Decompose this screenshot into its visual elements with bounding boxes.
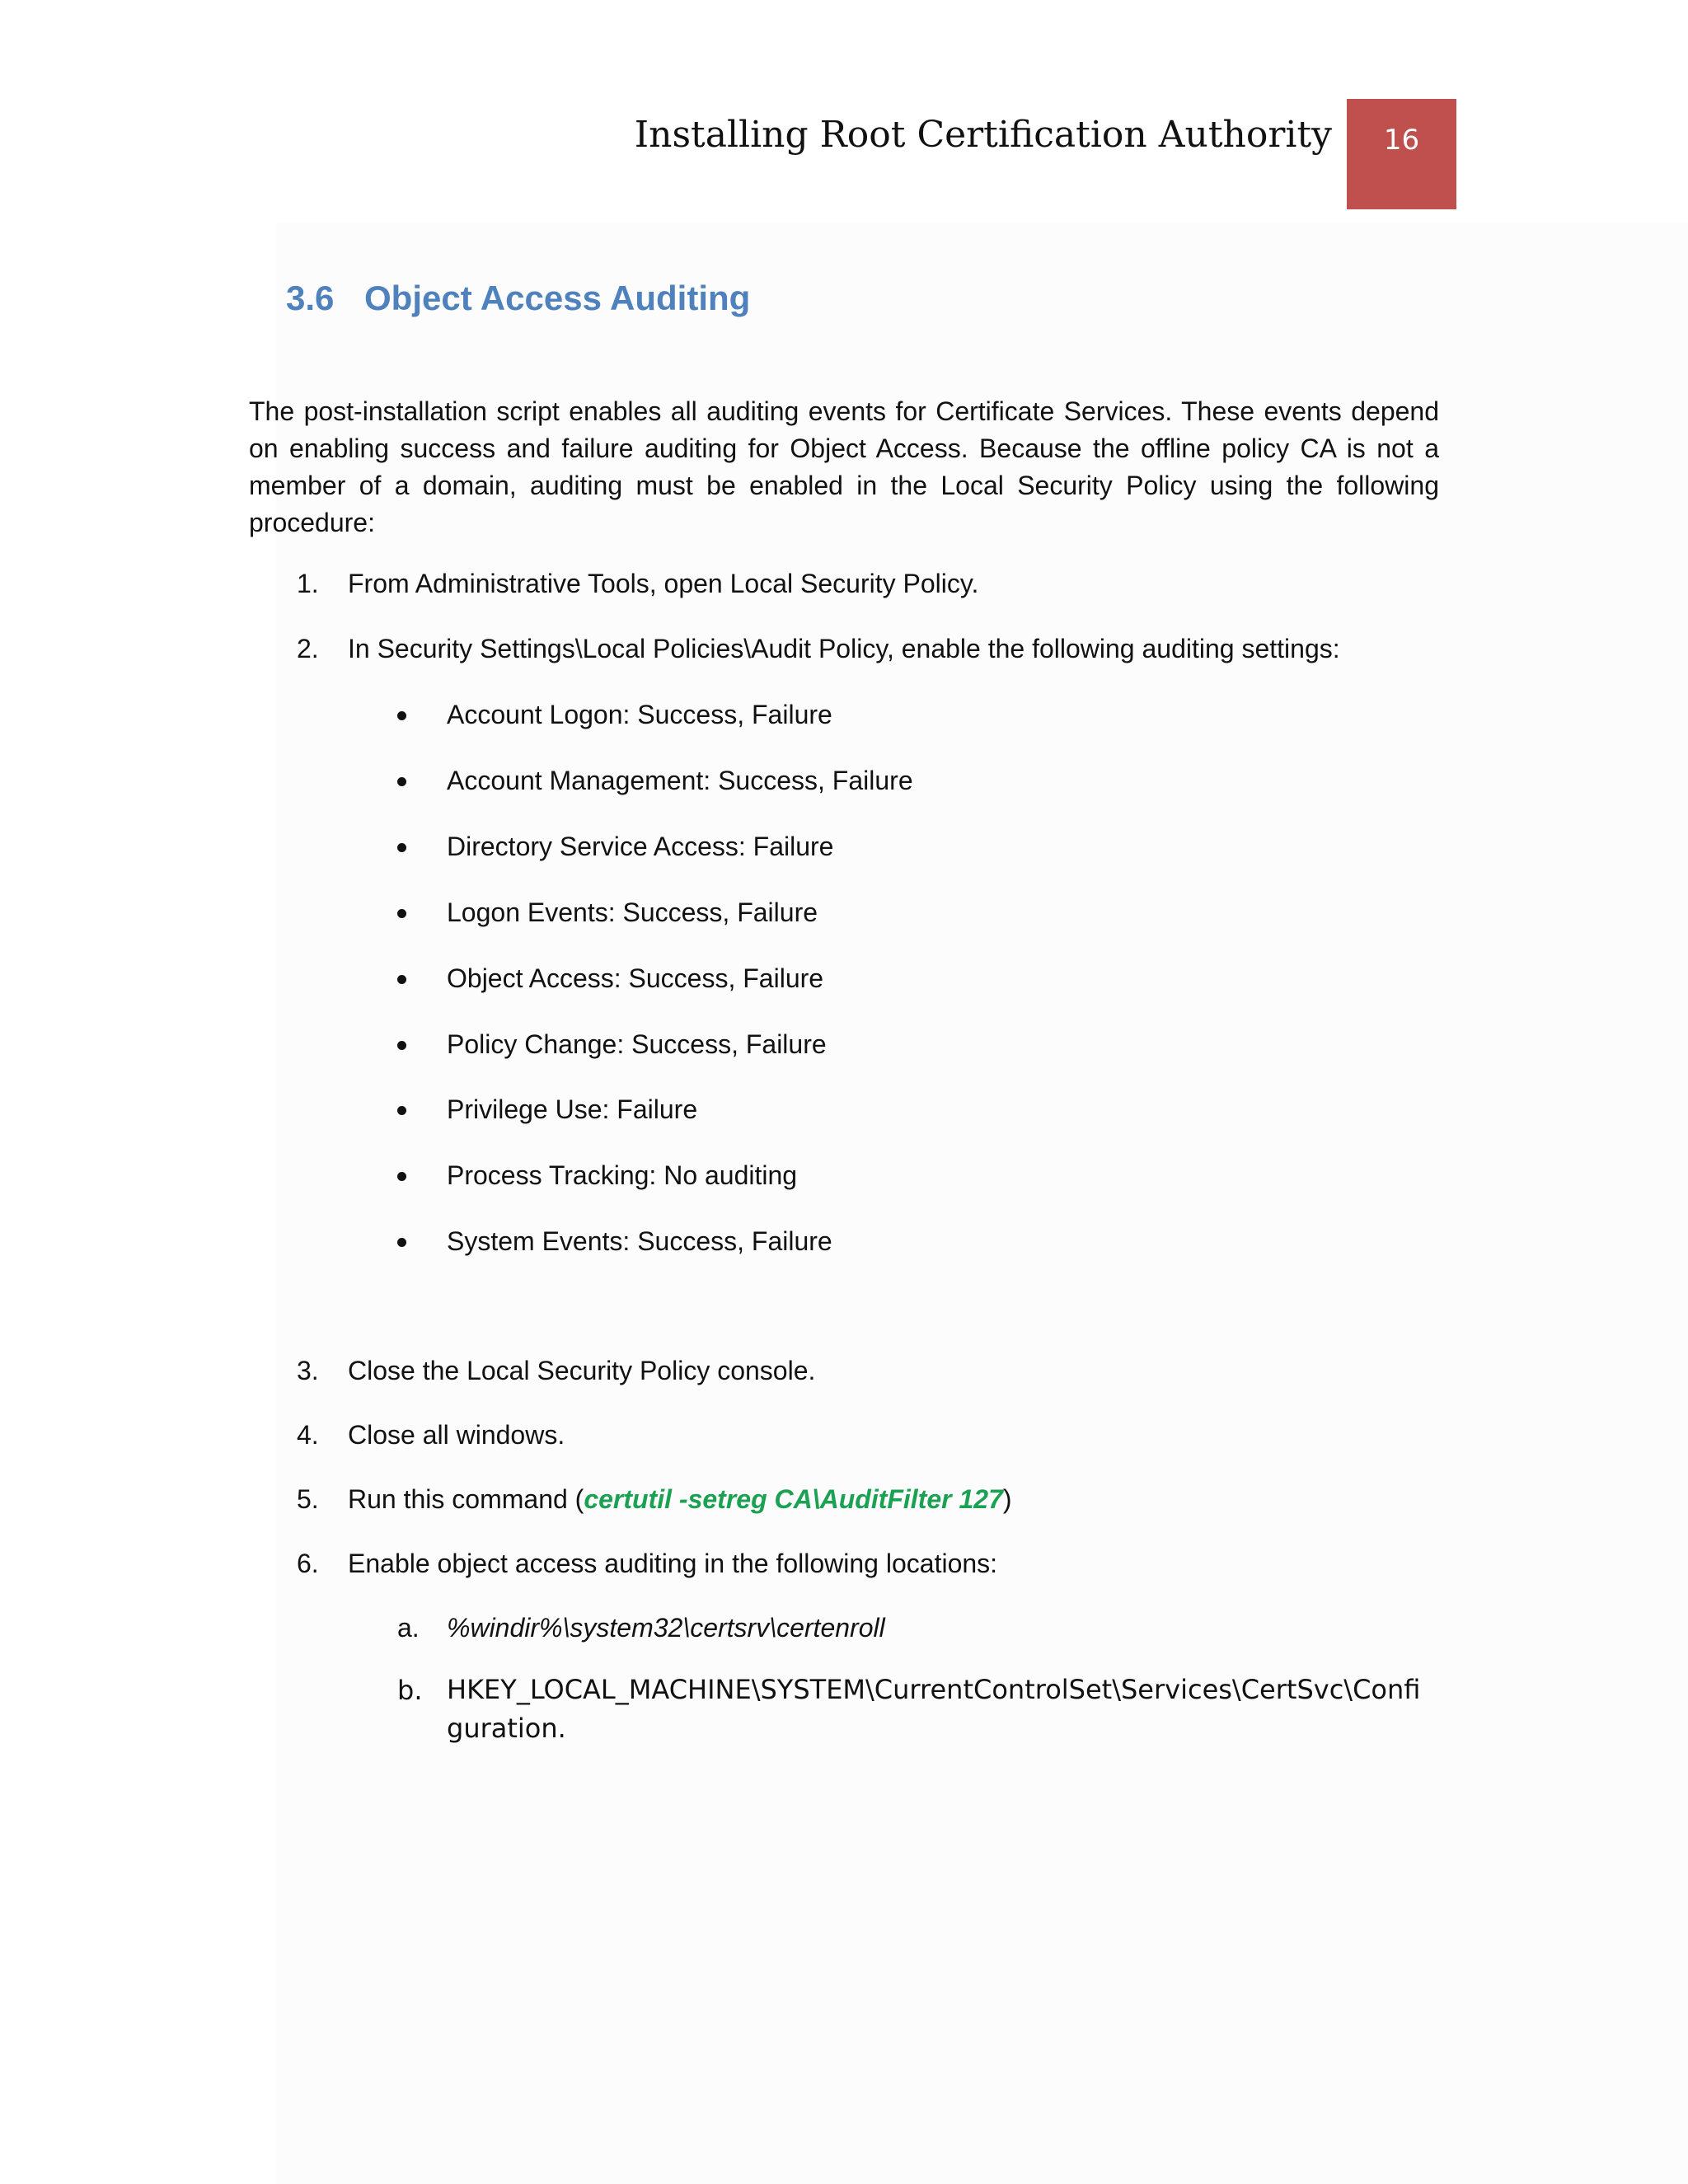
bullet-icon xyxy=(397,1041,406,1050)
step-text-after: ) xyxy=(1002,1484,1012,1514)
audit-setting-item: Directory Service Access: Failure xyxy=(447,832,834,861)
bullet-icon xyxy=(397,909,406,918)
step-number: 4. xyxy=(297,1420,319,1450)
step-text: From Administrative Tools, open Local Security Policy. xyxy=(348,569,979,598)
audit-setting-item: Privilege Use: Failure xyxy=(447,1094,698,1124)
bullet-icon xyxy=(397,1238,406,1247)
step-number: 5. xyxy=(297,1484,319,1514)
location-path: %windir%\system32\certsrv\certenroll xyxy=(447,1613,885,1643)
audit-setting-item: Policy Change: Success, Failure xyxy=(447,1029,827,1059)
step-text: In Security Settings\Local Policies\Audit Policy, enable the following auditing settings: xyxy=(348,634,1340,663)
page-number: 16 xyxy=(1383,124,1420,157)
step-number: 3. xyxy=(297,1356,319,1385)
bullet-icon xyxy=(397,711,406,720)
intro-paragraph: The post-installation script enables all auditing events for Certificate Services. These events depend on enabling success and failure auditing for Object Access. Because the offline policy CA is not a member of a domain, auditing must be enabled in the Local Security Policy using the following procedure: xyxy=(249,396,1439,537)
bullet-icon xyxy=(397,975,406,984)
sub-item-letter: b. xyxy=(397,1675,423,1706)
audit-setting-item: System Events: Success, Failure xyxy=(447,1226,832,1256)
bullet-icon xyxy=(397,843,406,852)
audit-setting-item: Object Access: Success, Failure xyxy=(447,963,824,993)
bullet-icon xyxy=(397,1172,406,1181)
step-text: Close the Local Security Policy console. xyxy=(348,1356,816,1385)
step-text: Close all windows. xyxy=(348,1420,565,1450)
section-number: 3.6 xyxy=(286,279,335,317)
sub-item-letter: a. xyxy=(397,1613,420,1643)
step-number: 2. xyxy=(297,634,319,663)
audit-setting-item: Account Management: Success, Failure xyxy=(447,766,913,795)
audit-setting-item: Account Logon: Success, Failure xyxy=(447,700,832,729)
step-text xyxy=(348,1481,1012,1518)
step-text-before: Run this command ( xyxy=(348,1484,584,1514)
audit-setting-item: Logon Events: Success, Failure xyxy=(447,898,818,927)
step-number: 1. xyxy=(297,569,319,598)
section-heading xyxy=(286,279,750,318)
section-title: Object Access Auditing xyxy=(364,279,751,317)
audit-setting-item: Process Tracking: No auditing xyxy=(447,1160,798,1190)
running-header-title: Installing Root Certification Authority xyxy=(634,114,1332,156)
bullet-icon xyxy=(397,777,406,786)
step-number: 6. xyxy=(297,1549,319,1578)
page-number-box xyxy=(1347,99,1456,209)
step-text: Enable object access auditing in the following locations: xyxy=(348,1549,998,1578)
command-text: certutil -setreg CA\AuditFilter 127 xyxy=(584,1484,1003,1514)
registry-path: HKEY_LOCAL_MACHINE\SYSTEM\CurrentControlSet\Services\CertSvc\Configuration. xyxy=(447,1674,1421,1744)
bullet-icon xyxy=(397,1106,406,1115)
